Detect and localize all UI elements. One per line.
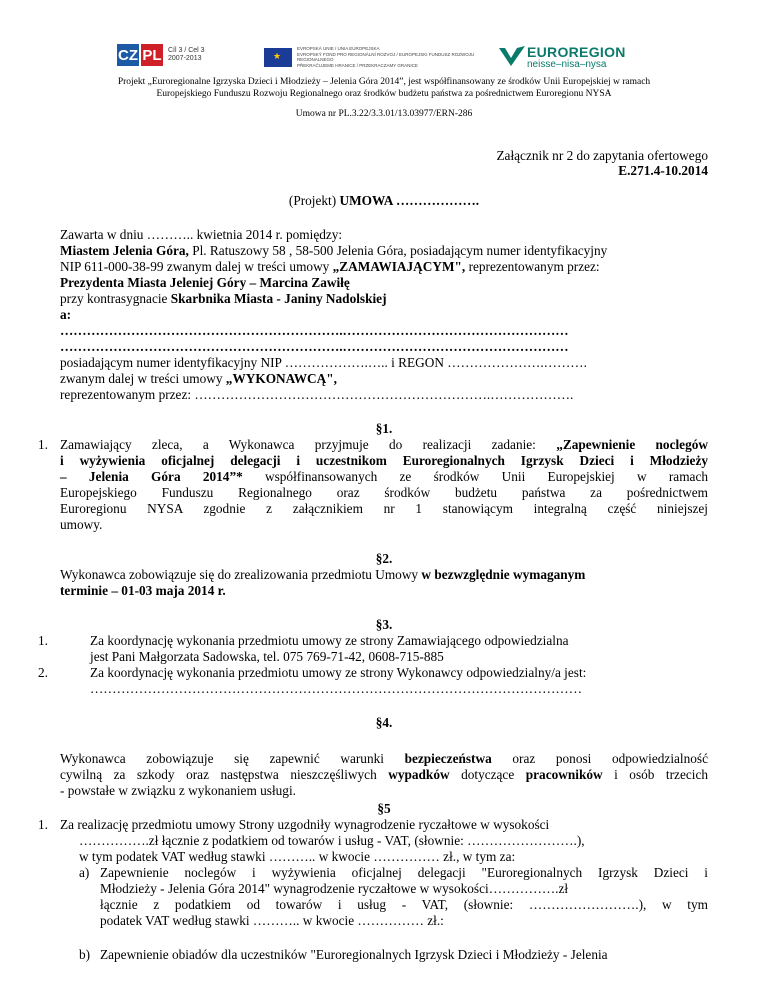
section-3-line4: ………………………………………………………………………………………………… xyxy=(90,681,582,696)
s2-l1-bold: w bezwzględnie wymaganym xyxy=(421,567,586,582)
party-city xyxy=(60,243,607,259)
s4-l2-post: i osób trzecich xyxy=(602,767,709,782)
eu-text-line3: PŘEKRAČUJEME HRANICE / PRZEKRACZAMY GRANICE xyxy=(297,62,418,68)
s4-l2-mid: dotyczące xyxy=(449,767,526,782)
section-3-line2: jest Pani Małgorzata Sadowska, tel. 075 769-71-42, 0608-715-885 xyxy=(90,649,444,664)
cil-line2: 2007-2013 xyxy=(168,55,202,62)
s1-l1-pre: Zamawiający zleca, a Wykonawca przyjmuje do realizacji zadanie: xyxy=(60,437,557,452)
section-1-heading: §1. xyxy=(375,421,393,436)
cz-logo-box: CZ xyxy=(117,44,139,66)
section-1-line3 xyxy=(60,469,708,485)
title-prefix: (Projekt) xyxy=(288,193,340,208)
cz-pl-logo xyxy=(117,44,205,66)
section-1-line5: Euroregionu NYSA zgodnie z załącznikiem nr 1 stanowiącym integralną część niniejszej xyxy=(60,501,708,516)
s1-l3-rest: współfinansowanych ze środków Unii Europejskiej w ramach xyxy=(242,469,708,484)
section-5-heading: §5 xyxy=(377,801,391,816)
section-4-line1 xyxy=(60,751,708,767)
section-5-line2: …………….zł łącznie z podatkiem od towarów i usług - VAT, (słownie: …………………….), xyxy=(79,833,585,848)
section-5-b-line1: Zapewnienie obiadów dla uczestników "Euroregionalnych Igrzysk Dzieci i Młodzieży - Jelenia xyxy=(100,947,608,962)
section-3-line3: Za koordynację wykonania przedmiotu umowy ze strony Wykonawcy odpowiedzialny/a jest: xyxy=(90,665,587,680)
section-5-a-line3: łącznie z podatkiem od towarów i usług - VAT, (słownie: …………………….), w tym xyxy=(100,897,708,912)
section-3-line1: Za koordynację wykonania przedmiotu umowy ze strony Zamawiającego odpowiedzialna xyxy=(90,633,569,648)
section-5-line1: Za realizację przedmiotu umowy Strony uzgodniły wynagrodzenie ryczałtowe w wysokości xyxy=(60,817,550,832)
nip-text: NIP 611-000-38-99 zwanym dalej w treści umowy xyxy=(60,259,333,274)
s4-l2-bold2: pracowników xyxy=(525,767,603,782)
pl-logo-box: PL xyxy=(141,44,163,66)
section-1-num: 1. xyxy=(38,437,48,452)
euroregion-mark-icon xyxy=(497,44,527,70)
contractor-label-line xyxy=(60,371,337,387)
contract-number: Umowa nr PL.3.22/3.3.01/13.03977/ERN-286 xyxy=(295,109,473,119)
section-5-a-line4: podatek VAT według stawki ……….. w kwocie …………… zł.: xyxy=(100,913,444,928)
section-2-line2: terminie – 01-03 maja 2014 r. xyxy=(60,583,226,598)
s1-l1-bold: „Zapewnienie noclegów xyxy=(556,437,708,452)
contractor-nip: posiadającym numer identyfikacyjny NIP ……………….….. i REGON ………………….………. xyxy=(60,355,587,370)
section-3-num1: 1. xyxy=(38,633,48,648)
eu-flag-icon xyxy=(264,48,292,67)
section-5-a-label: a) xyxy=(79,865,90,880)
euroregion-logo xyxy=(497,44,626,70)
section-5-num1: 1. xyxy=(38,817,48,832)
section-2-heading: §2. xyxy=(375,551,393,566)
section-1-line1 xyxy=(60,437,708,453)
contractor-label: „WYKONAWCĄ", xyxy=(225,371,337,386)
s4-l1-bold: bezpieczeństwa xyxy=(404,751,492,766)
euroregion-subtitle: neisse–nisa–nysa xyxy=(527,58,607,70)
section-5-line3: w tym podatek VAT według stawki ……….. w kwocie …………… zł., w tym za: xyxy=(79,849,516,864)
document-title xyxy=(60,193,708,209)
contractor-dots-1: ……………………………………………………….…………………………………………… xyxy=(60,323,569,338)
section-2-line1 xyxy=(60,567,585,583)
section-5-b-label: b) xyxy=(79,947,91,962)
project-line2: Europejskiego Funduszu Rozwoju Regionalnego oraz środków budżetu państwa za pośrednictwem Euroregionu NYSA xyxy=(156,89,612,99)
and-label: a: xyxy=(60,307,72,322)
mayor-line: Prezydenta Miasta Jeleniej Góry – Marcina Zawiłę xyxy=(60,275,350,290)
section-4-line3: - powstałe w związku z wykonaniem usługi. xyxy=(60,783,296,798)
eu-text-line1: EVROPSKÁ UNIE / UNIA EUROPEJSKA xyxy=(297,46,380,51)
section-4-line2 xyxy=(60,767,708,783)
euroregion-title: EUROREGION xyxy=(527,43,626,60)
treasurer-line xyxy=(60,291,387,307)
city-address: Pl. Ratuszowy 58 , 58-500 Jelenia Góra, posiadającym numer identyfikacyjny xyxy=(188,243,608,258)
contractor-dots-2: ……………………………………………………….…………………………………………… xyxy=(60,339,569,354)
contractor-pre: zwanym dalej w treści umowy xyxy=(60,371,226,386)
section-3-num2: 2. xyxy=(38,665,48,680)
eu-logo xyxy=(264,46,497,68)
section-1-line6: umowy. xyxy=(60,517,103,532)
section-5-a-line1: Zapewnienie noclegów i wyżywienia oficjalnej delegacji "Euroregionalnych Igrzysk Dzieci i xyxy=(100,865,708,880)
treasurer-name: Skarbnika Miasta - Janiny Nadolskiej xyxy=(170,291,387,306)
section-1-line2: i wyżywienia oficjalnej delegacji i uczestnikom Euroregionalnych Igrzysk Dzieci i Młodzieży xyxy=(60,453,708,468)
eu-logo-text xyxy=(297,46,497,68)
project-line1: Projekt „Euroregionalne Igrzyska Dzieci i Młodzieży – Jelenia Góra 2014”, jest współfinansowany ze środków Unii Europejskiej w ramach xyxy=(117,77,651,87)
s4-l2-pre: cywilną za szkody oraz następstwa nieszczęśliwych xyxy=(60,767,389,782)
section-5-a-line2: Młodzieży - Jelenia Góra 2014" wynagrodzenie ryczałtowe w wysokości…………….zł xyxy=(100,881,569,896)
euroregion-text xyxy=(527,45,626,70)
section-4-heading: §4. xyxy=(375,715,393,730)
section-1-line4: Europejskiego Funduszu Regionalnego oraz środków budżetu państwa za pośrednictwem xyxy=(60,485,708,500)
title-main: UMOWA ………………. xyxy=(339,193,480,208)
treasurer-pre: przy kontrasygnacie xyxy=(60,291,171,306)
s4-l1-pre: Wykonawca zobowiązuje się zapewnić warunki xyxy=(60,751,405,766)
represented-by-text: reprezentowanym przez: xyxy=(465,259,600,274)
annex-label: Załącznik nr 2 do zapytania ofertowego xyxy=(496,148,708,163)
section-3-heading: §3. xyxy=(375,617,393,632)
logo-bar xyxy=(0,44,768,74)
s1-l3-bold: – Jelenia Góra 2014”* xyxy=(60,469,243,484)
annex-number: E.271.4-10.2014 xyxy=(618,163,708,178)
cil-text xyxy=(168,47,205,63)
party-nip xyxy=(60,259,600,275)
ordering-party-label: „ZAMAWIAJĄCYM", xyxy=(332,259,466,274)
city-name: Miastem Jelenia Góra, xyxy=(60,243,189,258)
s4-l2-bold1: wypadków xyxy=(388,767,450,782)
contractor-rep: reprezentowanym przez: ………………………………………………………….………………. xyxy=(60,387,574,402)
s4-l1-post: oraz ponosi odpowiedzialność xyxy=(491,751,708,766)
eu-text-line2: EVROPSKÝ FOND PRO REGIONÁLNÍ ROZVOJ / EUROPEJSKI FUNDUSZ ROZWOJU REGIONALNEGO xyxy=(297,51,475,62)
cil-line1: Cíl 3 / Cel 3 xyxy=(168,47,205,54)
parties-date: Zawarta w dniu ……….. kwietnia 2014 r. pomiędzy: xyxy=(60,227,343,242)
s2-l1-pre: Wykonawca zobowiązuje się do zrealizowania przedmiotu Umowy xyxy=(60,567,422,582)
project-header xyxy=(60,76,708,100)
